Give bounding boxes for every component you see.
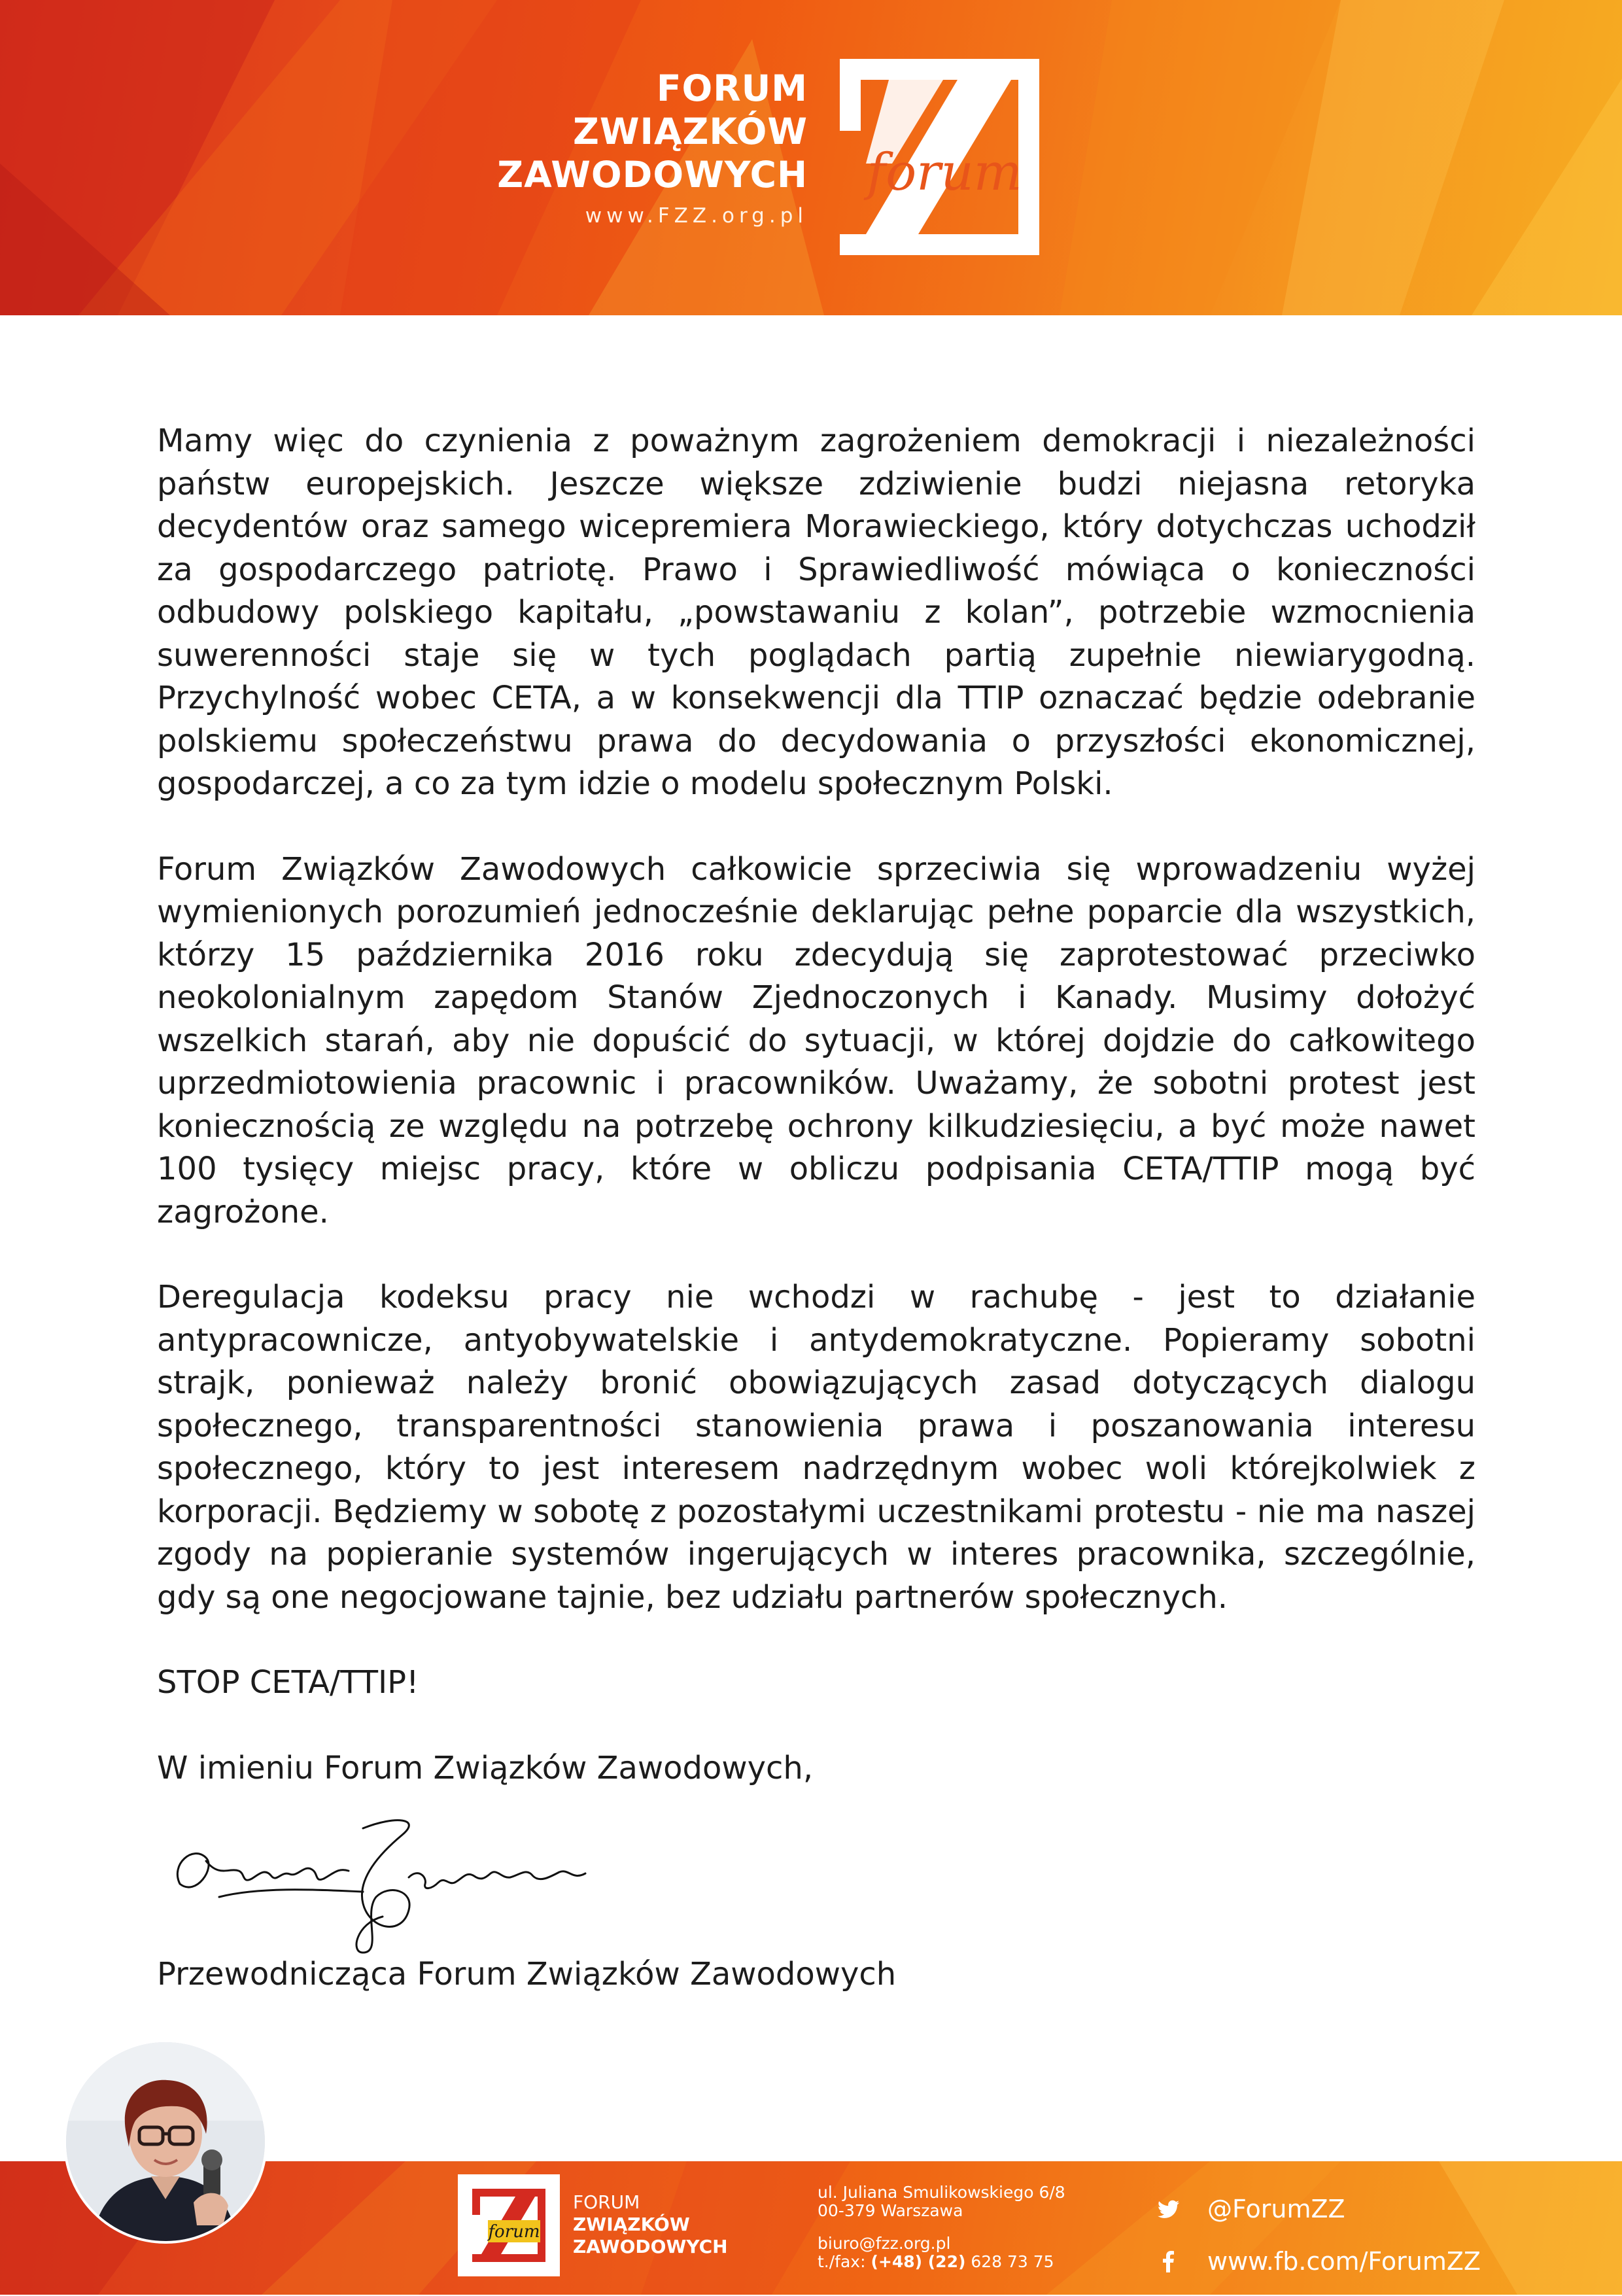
twitter-icon <box>1158 2198 1180 2220</box>
header-website-url: www.FZZ.org.pl <box>585 204 808 228</box>
contact-email[interactable]: biuro@fzz.org.pl <box>818 2234 951 2253</box>
avatar <box>63 2040 267 2244</box>
brand-line-1: FORUM <box>656 67 808 109</box>
fzz-logo-icon <box>840 59 1039 255</box>
handwritten-signature <box>167 1805 638 1956</box>
footer-brand-line-2: ZWIĄZKÓW <box>573 2214 690 2235</box>
header-brand-name <box>497 67 808 228</box>
brand-line-2: ZWIĄZKÓW <box>572 111 808 152</box>
svg-text:forum: forum <box>488 2222 540 2242</box>
address-city: 00-379 Warszawa <box>818 2201 963 2220</box>
facebook-icon <box>1158 2250 1180 2272</box>
footer-brand-name <box>573 2191 728 2258</box>
slogan: STOP CETA/TTIP! <box>157 1664 419 1701</box>
svg-text:forum: forum <box>867 143 1022 202</box>
portrait-photo <box>66 2042 265 2241</box>
paragraph-2: Forum Związków Zawodowych całkowicie sprzeciwia się wprowadzeniu wyżej wymienionych porozumień jednocześnie deklarując pełne poparcie dla wszystkich, którzy 15 października 2016 roku zdecydują się zaprotestować przeciwko neokolonialnym zapędom Stanów Zjednoczonych i Kanady. Musimy dołożyć wszelkich starań, aby nie dopuścić do sytuacji, w której dojdzie do całkowitego uprzedmiotowienia pracownic i pracowników. Uważamy, że sobotni protest jest koniecznością ze względu na potrzebę ochrony kilkudziesięciu, a być może nawet 100 tysięcy miejsc pracy, które w obliczu podpisania CETA/TTIP mogą być zagrożone. <box>157 850 1475 1230</box>
contact-phone: t./fax: (+48) (22) 628 73 75 <box>818 2252 1054 2271</box>
address-street: ul. Juliana Smulikowskiego 6/8 <box>818 2183 1065 2202</box>
twitter-handle: @ForumZZ <box>1207 2195 1345 2223</box>
footer-brand-line-3: ZAWODOWYCH <box>573 2236 728 2257</box>
social-links <box>1158 2191 1481 2296</box>
header-background <box>0 0 1622 315</box>
footer-fzz-logo-icon <box>458 2174 560 2276</box>
contact-address <box>818 2183 1065 2271</box>
footer-brand-line-1: FORUM <box>573 2191 640 2213</box>
paragraph-3: Deregulacja kodeksu pracy nie wchodzi w rachubę - jest to działanie antypracownicze, antyobywatelskie i antydemokratyczne. Popieramy sobotni strajk, ponieważ należy bronić obowiązujących zasad dotyczących dialogu społecznego, transparentności stanowienia prawa i poszanowania interesu społecznego, który to jest interesem nadrzędnym wobec woli którejkolwiek z korporacji. Będziemy w sobotę z pozostałymi uczestnikami protestu - nie ma naszej zgody na popieranie systemów ingerujących w interes pracownika, szczególnie, gdy są one negocjowane tajnie, bez udziału partnerów społecznych. <box>157 1279 1475 1616</box>
facebook-url: www.fb.com/ForumZZ <box>1207 2247 1481 2276</box>
facebook-link[interactable] <box>1158 2244 1481 2279</box>
letter-body <box>157 420 1475 1832</box>
page-header <box>0 0 1622 315</box>
brand-line-3: ZAWODOWYCH <box>497 154 808 196</box>
closing-line: W imieniu Forum Związków Zawodowych, <box>157 1749 814 1786</box>
signatory-role: Przewodnicząca Forum Związków Zawodowych <box>157 1956 897 1992</box>
paragraph-1: Mamy więc do czynienia z poważnym zagrożeniem demokracji i niezależności państw europejskich. Jeszcze większe zdziwienie budzi niejasna retoryka decydentów oraz samego wicepremiera Morawieckiego, który dotychczas uchodził za gospodarczego patriotę. Prawo i Sprawiedliwość mówiąca o konieczności odbudowy polskiego kapitału, „powstawaniu z kolan”, potrzebie wzmocnienia suwerenności staje się w tych poglądach partią zupełnie niewiarygodną. Przychylność wobec CETA, a w konsekwencji dla TTIP oznaczać będzie odebranie polskiemu społeczeństwu prawa do decydowania o przyszłości ekonomicznej, gospodarczej, a co za tym idzie o modelu społecznym Polski. <box>157 423 1475 802</box>
twitter-link[interactable] <box>1158 2191 1481 2227</box>
